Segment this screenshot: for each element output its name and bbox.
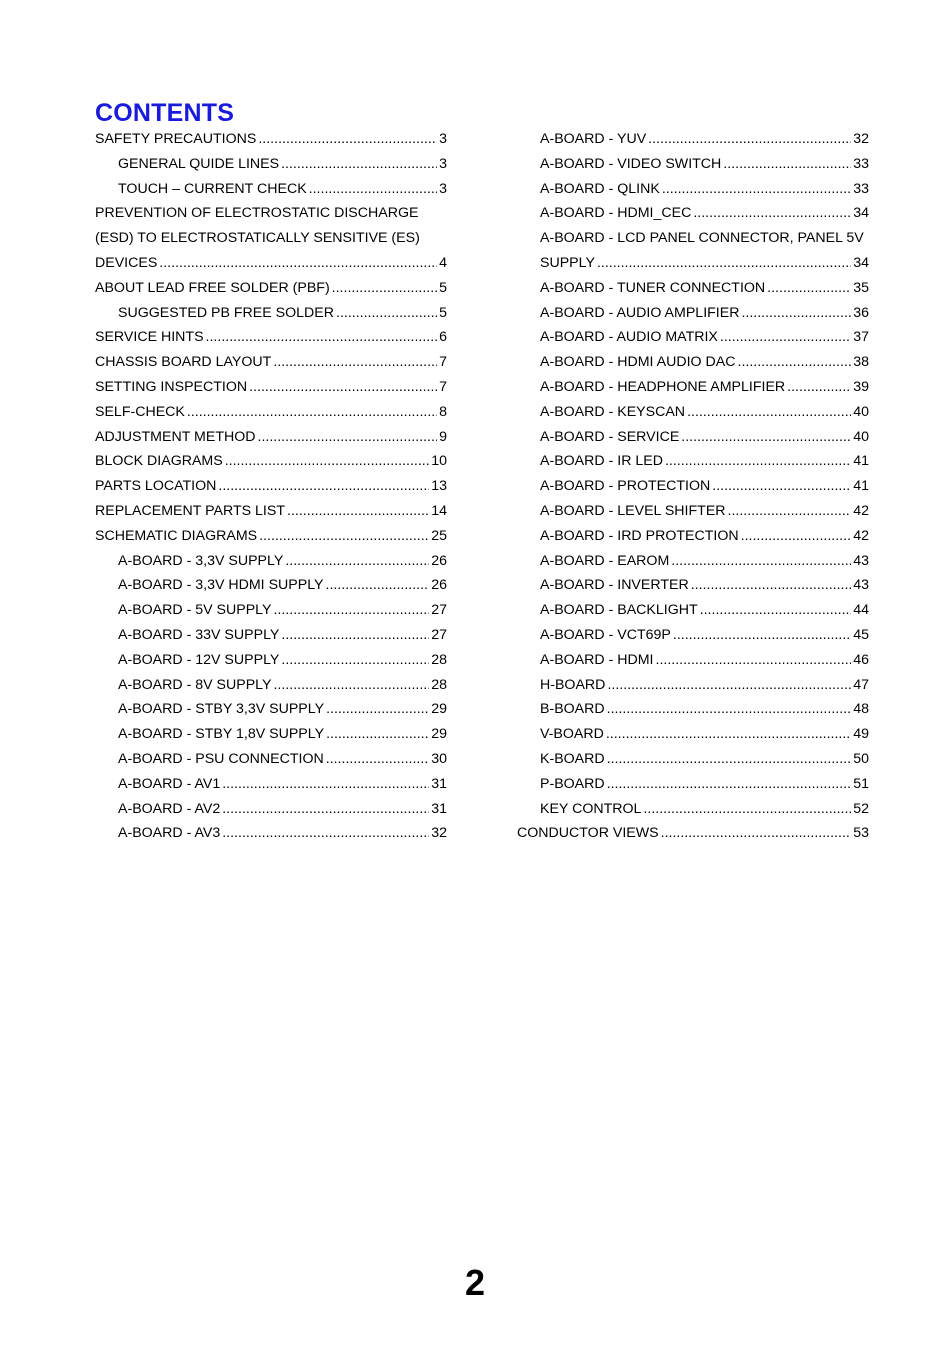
toc-column-right xyxy=(517,127,869,846)
toc-leader-dots xyxy=(273,598,429,623)
toc-entry-label: A-BOARD - 8V SUPPLY xyxy=(118,676,272,693)
toc-entry-page: 51 xyxy=(853,775,869,792)
toc-entry-label: A-BOARD - VIDEO SWITCH xyxy=(540,155,722,172)
toc-leader-dots xyxy=(332,276,437,301)
toc-entry[interactable] xyxy=(517,400,869,425)
toc-entry[interactable] xyxy=(517,797,869,822)
toc-entry[interactable] xyxy=(517,673,869,698)
toc-entry-label: SETTING INSPECTION xyxy=(95,378,248,395)
toc-entry[interactable] xyxy=(517,425,869,450)
toc-entry-page: 13 xyxy=(431,478,447,495)
toc-entry[interactable] xyxy=(95,449,447,474)
toc-entry[interactable] xyxy=(95,425,447,450)
toc-entry[interactable] xyxy=(95,623,447,648)
toc-entry[interactable] xyxy=(95,747,447,772)
toc-entry-page: 32 xyxy=(853,131,869,147)
toc-entry-page: 48 xyxy=(853,701,869,718)
toc-leader-dots xyxy=(662,177,851,202)
toc-entry-page: 35 xyxy=(853,279,869,296)
toc-entry-label: A-BOARD - HEADPHONE AMPLIFIER xyxy=(540,378,786,395)
toc-leader-dots xyxy=(643,797,851,822)
toc-entry-page: 40 xyxy=(853,403,869,420)
toc-leader-dots xyxy=(665,449,851,474)
toc-entry-label: SUGGESTED PB FREE SOLDER xyxy=(118,304,335,321)
toc-entry-label: BLOCK DIAGRAMS xyxy=(95,453,223,470)
toc-entry-label: DEVICES xyxy=(95,254,158,271)
toc-leader-dots xyxy=(673,623,851,648)
toc-entry-label: A-BOARD - AV3 xyxy=(118,825,221,842)
toc-entry[interactable] xyxy=(95,772,447,797)
toc-leader-dots xyxy=(273,673,429,698)
toc-entry-page: 3 xyxy=(439,180,447,197)
toc-leader-dots xyxy=(249,375,437,400)
toc-entry-page: 45 xyxy=(853,626,869,643)
toc-leader-dots xyxy=(728,499,852,524)
toc-leader-dots xyxy=(607,673,851,698)
toc-entry-page: 25 xyxy=(431,527,447,544)
toc-entry[interactable] xyxy=(517,747,869,772)
toc-entry-label: A-BOARD - IRD PROTECTION xyxy=(540,527,739,544)
toc-entry-label: P-BOARD xyxy=(540,775,605,792)
toc-leader-dots xyxy=(326,573,430,598)
toc-entry[interactable] xyxy=(95,127,447,152)
toc-entry[interactable] xyxy=(95,251,447,276)
toc-entry-page: 33 xyxy=(853,180,869,197)
toc-leader-dots xyxy=(222,797,429,822)
toc-column-left xyxy=(95,127,447,846)
toc-entry-page: 8 xyxy=(439,403,447,420)
toc-entry-page: 14 xyxy=(431,502,447,519)
toc-entry[interactable] xyxy=(517,449,869,474)
toc-entry-page: 37 xyxy=(853,329,869,346)
toc-entry-page: 5 xyxy=(439,279,447,296)
toc-entry[interactable] xyxy=(95,524,447,549)
toc-entry-label: A-BOARD - YUV xyxy=(540,131,647,147)
toc-entry-page: 27 xyxy=(431,626,447,643)
toc-entry-label: GENERAL QUIDE LINES xyxy=(118,155,280,172)
toc-entry-page: 10 xyxy=(431,453,447,470)
toc-entry[interactable] xyxy=(517,499,869,524)
toc-entry[interactable] xyxy=(517,623,869,648)
toc-entry-page: 39 xyxy=(853,378,869,395)
toc-entry-page: 30 xyxy=(431,750,447,767)
toc-entry[interactable] xyxy=(95,673,447,698)
toc-entry-label: A-BOARD - LCD PANEL CONNECTOR, PANEL 5V xyxy=(540,230,864,247)
toc-entry-page: 42 xyxy=(853,502,869,519)
toc-entry[interactable] xyxy=(95,276,447,301)
toc-entry-label: A-BOARD - LEVEL SHIFTER xyxy=(540,502,726,519)
toc-entry[interactable] xyxy=(517,177,869,202)
toc-leader-dots xyxy=(206,325,438,350)
toc-leader-dots xyxy=(222,821,429,846)
toc-leader-dots xyxy=(258,127,437,152)
toc-entry-label: PREVENTION OF ELECTROSTATIC DISCHARGE xyxy=(95,205,419,222)
toc-entry-label: A-BOARD - 3,3V HDMI SUPPLY xyxy=(118,577,324,594)
toc-entry-page: 26 xyxy=(431,552,447,569)
toc-entry[interactable] xyxy=(517,549,869,574)
toc-entry[interactable] xyxy=(95,573,447,598)
toc-entry[interactable] xyxy=(95,549,447,574)
toc-entry-label: A-BOARD - 3,3V SUPPLY xyxy=(118,552,284,569)
toc-entry-page: 41 xyxy=(853,453,869,470)
toc-entry[interactable] xyxy=(95,325,447,350)
toc-leader-dots xyxy=(607,697,852,722)
toc-entry-label: A-BOARD - VCT69P xyxy=(540,626,671,643)
toc-leader-dots xyxy=(285,549,429,574)
toc-leader-dots xyxy=(693,201,851,226)
toc-leader-dots xyxy=(691,573,851,598)
toc-entry-page: 31 xyxy=(431,775,447,792)
toc-entry-page: 43 xyxy=(853,552,869,569)
toc-entry-page: 27 xyxy=(431,602,447,619)
toc-entry-page: 3 xyxy=(439,131,447,147)
toc-leader-dots xyxy=(281,623,429,648)
toc-entry-page: 9 xyxy=(439,428,447,445)
toc-leader-dots xyxy=(309,177,437,202)
toc-leader-dots xyxy=(326,697,429,722)
toc-entry[interactable] xyxy=(517,474,869,499)
toc-entry-page: 5 xyxy=(439,304,447,321)
toc-entry[interactable] xyxy=(517,772,869,797)
toc-entry-page: 46 xyxy=(853,651,869,668)
toc-entry-page: 50 xyxy=(853,750,869,767)
toc-leader-dots xyxy=(723,152,851,177)
toc-entry-label: PARTS LOCATION xyxy=(95,478,217,495)
toc-entry-label: A-BOARD - AUDIO AMPLIFIER xyxy=(540,304,740,321)
toc-entry-label: SAFETY PRECAUTIONS xyxy=(95,131,257,147)
toc-leader-dots xyxy=(738,350,852,375)
toc-leader-dots xyxy=(661,821,852,846)
toc-entry[interactable] xyxy=(95,400,447,425)
toc-leader-dots xyxy=(259,524,429,549)
toc-entry-page: 38 xyxy=(853,354,869,371)
toc-entry-page: 42 xyxy=(853,527,869,544)
toc-entry-label: A-BOARD - AUDIO MATRIX xyxy=(540,329,718,346)
toc-leader-dots xyxy=(258,425,438,450)
toc-entry[interactable] xyxy=(95,598,447,623)
toc-entry-label: A-BOARD - 12V SUPPLY xyxy=(118,651,280,668)
toc-entry-label: CHASSIS BOARD LAYOUT xyxy=(95,354,272,371)
toc-entry-label: TOUCH – CURRENT CHECK xyxy=(118,180,307,197)
toc-leader-dots xyxy=(767,276,851,301)
toc-entry[interactable] xyxy=(95,797,447,822)
toc-entry-continued[interactable] xyxy=(95,201,447,226)
toc-leader-dots xyxy=(671,549,851,574)
toc-entry-label: A-BOARD - BACKLIGHT xyxy=(540,602,698,619)
toc-entry-label: SUPPLY xyxy=(540,254,595,271)
toc-entry-page: 28 xyxy=(431,676,447,693)
toc-entry-label: A-BOARD - HDMI AUDIO DAC xyxy=(540,354,736,371)
toc-entry-label: SERVICE HINTS xyxy=(95,329,204,346)
toc-entry-label: REPLACEMENT PARTS LIST xyxy=(95,502,286,519)
toc-entry-label: A-BOARD - HDMI_CEC xyxy=(540,205,692,222)
toc-entry-label: A-BOARD - STBY 1,8V SUPPLY xyxy=(118,726,325,743)
toc-leader-dots xyxy=(273,350,437,375)
toc-entry-page: 34 xyxy=(853,254,869,271)
toc-entry[interactable] xyxy=(517,350,869,375)
toc-entry-label: V-BOARD xyxy=(540,726,604,743)
toc-entry-page: 6 xyxy=(439,329,447,346)
toc-entry[interactable] xyxy=(517,375,869,400)
toc-entry-page: 29 xyxy=(431,701,447,718)
toc-leader-dots xyxy=(597,251,851,276)
toc-entry-label: (ESD) TO ELECTROSTATICALLY SENSITIVE (ES) xyxy=(95,230,420,247)
toc-leader-dots xyxy=(336,301,437,326)
toc-entry-page: 32 xyxy=(431,825,447,842)
toc-entry-page: 31 xyxy=(431,800,447,817)
toc-leader-dots xyxy=(326,747,429,772)
toc-entry-page: 53 xyxy=(853,825,869,842)
toc-leader-dots xyxy=(218,474,429,499)
toc-leader-dots xyxy=(656,648,852,673)
toc-entry-page: 47 xyxy=(853,676,869,693)
toc-entry-label: A-BOARD - EAROM xyxy=(540,552,670,569)
toc-entry-label: ADJUSTMENT METHOD xyxy=(95,428,256,445)
toc-entry[interactable] xyxy=(517,152,869,177)
toc-entry-page: 43 xyxy=(853,577,869,594)
toc-entry[interactable] xyxy=(517,524,869,549)
toc-entry-page: 7 xyxy=(439,378,447,395)
toc-entry[interactable] xyxy=(517,598,869,623)
toc-entry[interactable] xyxy=(517,127,869,152)
toc-entry-label: A-BOARD - PROTECTION xyxy=(540,478,711,495)
toc-entry[interactable] xyxy=(95,375,447,400)
toc-leader-dots xyxy=(741,524,852,549)
toc-entry-page: 40 xyxy=(853,428,869,445)
toc-entry-label: K-BOARD xyxy=(540,750,605,767)
toc-leader-dots xyxy=(787,375,851,400)
toc-leader-dots xyxy=(687,400,851,425)
toc-entry-page: 29 xyxy=(431,726,447,743)
toc-entry[interactable] xyxy=(95,301,447,326)
toc-entry-label: SELF-CHECK xyxy=(95,403,185,420)
toc-leader-dots xyxy=(607,747,852,772)
toc-leader-dots xyxy=(606,722,851,747)
toc-entry-label: B-BOARD xyxy=(540,701,605,718)
toc-entry[interactable] xyxy=(95,697,447,722)
toc-entry[interactable] xyxy=(517,722,869,747)
toc-leader-dots xyxy=(607,772,852,797)
toc-leader-dots xyxy=(326,722,429,747)
toc-entry-label: A-BOARD - IR LED xyxy=(540,453,663,470)
toc-entry-label: KEY CONTROL xyxy=(540,800,642,817)
toc-entry[interactable] xyxy=(517,821,869,846)
toc-entry-label: A-BOARD - TUNER CONNECTION xyxy=(540,279,766,296)
toc-entry[interactable] xyxy=(517,697,869,722)
toc-entry-label: SCHEMATIC DIAGRAMS xyxy=(95,527,258,544)
toc-leader-dots xyxy=(741,301,851,326)
toc-leader-dots xyxy=(648,127,851,152)
toc-entry-page: 3 xyxy=(439,155,447,172)
toc-entry[interactable] xyxy=(95,350,447,375)
toc-leader-dots xyxy=(287,499,429,524)
toc-entry-label: A-BOARD - 33V SUPPLY xyxy=(118,626,280,643)
toc-entry-continued[interactable] xyxy=(95,226,447,251)
toc-leader-dots xyxy=(225,449,430,474)
toc-entry[interactable] xyxy=(95,821,447,846)
toc-leader-dots xyxy=(159,251,437,276)
toc-entry[interactable] xyxy=(95,648,447,673)
toc-leader-dots xyxy=(681,425,851,450)
toc-entry-page: 52 xyxy=(853,800,869,817)
toc-leader-dots xyxy=(281,648,429,673)
toc-entry-label: A-BOARD - INVERTER xyxy=(540,577,689,594)
toc-entry-label: A-BOARD - QLINK xyxy=(540,180,660,197)
toc-entry-page: 49 xyxy=(853,726,869,743)
toc-entry-page: 7 xyxy=(439,354,447,371)
toc-entry-page: 44 xyxy=(853,602,869,619)
toc-entry[interactable] xyxy=(517,301,869,326)
toc-entry-label: A-BOARD - HDMI xyxy=(540,651,654,668)
toc-entry-page: 26 xyxy=(431,577,447,594)
toc-leader-dots xyxy=(222,772,429,797)
toc-entry-label: A-BOARD - STBY 3,3V SUPPLY xyxy=(118,701,325,718)
toc-leader-dots xyxy=(720,325,851,350)
toc-entry-page: 41 xyxy=(853,478,869,495)
toc-entry[interactable] xyxy=(517,276,869,301)
toc-entry-page: 36 xyxy=(853,304,869,321)
toc-entry-label: A-BOARD - AV1 xyxy=(118,775,221,792)
toc-entry-label: H-BOARD xyxy=(540,676,606,693)
toc-entry-label: ABOUT LEAD FREE SOLDER (PBF) xyxy=(95,279,330,296)
toc-leader-dots xyxy=(712,474,851,499)
toc-entry[interactable] xyxy=(517,201,869,226)
toc-entry[interactable] xyxy=(95,152,447,177)
page-title: CONTENTS xyxy=(95,99,235,127)
toc-entry[interactable] xyxy=(95,722,447,747)
toc-entry-label: A-BOARD - AV2 xyxy=(118,800,221,817)
toc-entry[interactable] xyxy=(95,177,447,202)
toc-entry-page: 28 xyxy=(431,651,447,668)
toc-entry[interactable] xyxy=(517,573,869,598)
toc-entry[interactable] xyxy=(517,251,869,276)
toc-entry-label: CONDUCTOR VIEWS xyxy=(517,825,659,842)
toc-entry-page: 4 xyxy=(439,254,447,271)
toc-leader-dots xyxy=(187,400,437,425)
toc-entry-label: A-BOARD - PSU CONNECTION xyxy=(118,750,324,767)
page-number: 2 xyxy=(464,1262,486,1303)
toc-entry-label: A-BOARD - 5V SUPPLY xyxy=(118,602,272,619)
toc-entry[interactable] xyxy=(517,325,869,350)
toc-entry-label: A-BOARD - KEYSCAN xyxy=(540,403,686,420)
toc-entry-label: A-BOARD - SERVICE xyxy=(540,428,680,445)
toc-entry-page: 33 xyxy=(853,155,869,172)
toc-entry[interactable] xyxy=(95,474,447,499)
toc-entry[interactable] xyxy=(95,499,447,524)
toc-entry-page: 34 xyxy=(853,205,869,222)
toc-leader-dots xyxy=(700,598,852,623)
toc-leader-dots xyxy=(281,152,437,177)
toc-entry[interactable] xyxy=(517,648,869,673)
toc-entry-continued[interactable] xyxy=(517,226,869,251)
